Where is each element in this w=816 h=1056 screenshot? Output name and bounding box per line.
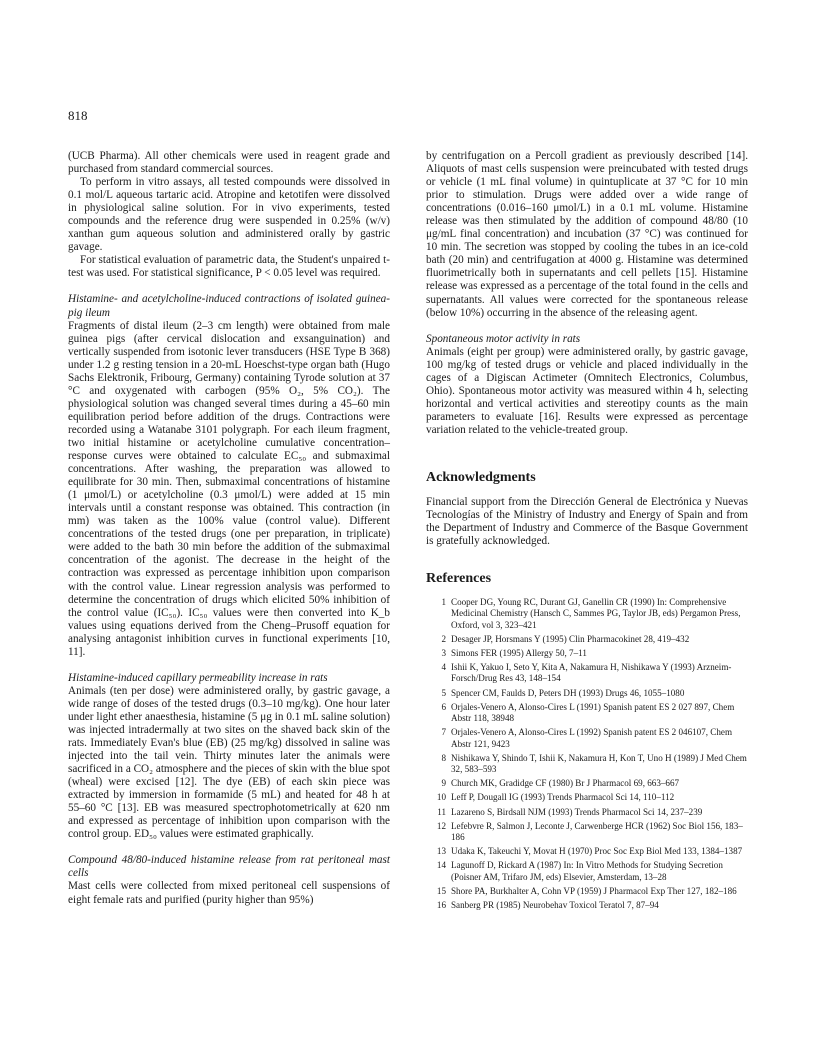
left-column [68,150,390,907]
paragraph: Animals (eight per group) were administered orally, by gastric gavage, 100 mg/kg of tested drugs or vehicle and placed individually in the cages of a Digiscan Actimeter (Omnitech Electronics, Columbus, Ohio). Spontaneous motor activity was measured within 4 h, selecting horizontal and vertical activities and stereotipy counts as the main parameters to evaluate [16]. Results were expressed as percentage variation related to the vehicle-treated group. [426,345,748,436]
reference-number: 9 [441,778,446,789]
reference-number: 10 [436,792,446,803]
section-heading: Spontaneous motor activity in rats [426,332,581,345]
section-heading: Compound 48/80-induced histamine release from rat peritoneal mast cells [68,854,390,880]
paragraph: (UCB Pharma). All other chemicals were used in reagent grade and purchased from standard commercial sources. [68,150,390,176]
reference-number: 14 [436,860,446,871]
reference-item [426,597,748,631]
reference-item [426,846,748,857]
reference-item [426,648,748,659]
reference-item [426,900,748,911]
page-number: 818 [68,108,88,123]
reference-text: Simons FER (1995) Allergy 50, 7–11 [451,648,587,659]
reference-text: Sanberg PR (1985) Neurobehav Toxicol Teratol 7, 87–94 [451,899,659,910]
reference-item [426,688,748,699]
paragraph: Mast cells were collected from mixed peritoneal cell suspensions of eight female rats and purified (purity higher than 95%) [68,880,390,906]
reference-item [426,886,748,897]
reference-text: Cooper DG, Young RC, Durant GJ, Ganellin CR (1990) In: Comprehensive Medicinal Chemistry (Hansch C, Sammes PG, Taylor JB, eds) Pergamon Press, Oxford, vol 3, 323–421 [451,597,741,630]
reference-number: 4 [441,662,446,673]
reference-item [426,792,748,803]
reference-item [426,821,748,843]
acknowledgments-heading: Acknowledgments [426,469,536,485]
reference-number: 1 [441,597,446,608]
reference-item [426,807,748,818]
right-column [426,150,748,914]
acknowledgments-text: Financial support from the Dirección General de Electrónica y Nuevas Tecnologías of the Ministry of Industry and Energy of Spain and from the Department of Industry and Commerce of the Basque Government is gratefully acknowledged. [426,496,748,548]
paragraph: by centrifugation on a Percoll gradient as previously described [14]. Aliquots of mast cells suspension were preincubated with tested drugs or vehicle (1 mL final volume) in quintuplicate at 37 °C for 10 min prior to stimulation. Drugs were added over a wide range of concentrations (0.016–160 μmol/L) in a 0.1 mL volume. Histamine release was then stimulated by the addition of compound 48/80 (10 μg/mL final concentration) and incubation (37 °C) was continued for 10 min. The secretion was stopped by cooling the tubes in an ice-cold bath (20 min) and centrifugation at 4000 g. Histamine was determined fluorimetrically both in supernatants and cell pellets [15]. Histamine release was expressed as a percentage of the total found in the cells and supernatants. All values were corrected for the spontaneous release (below 10%) occurring in the absence of the releasing agent. [426,150,748,319]
section-heading: Histamine- and acetylcholine-induced contractions of isolated guinea-pig ileum [68,293,390,319]
references-heading: References [426,571,492,587]
reference-number: 12 [436,820,446,831]
reference-text: Spencer CM, Faulds D, Peters DH (1993) Drugs 46, 1055–1080 [451,687,685,698]
reference-number: 7 [441,727,446,738]
reference-item [426,634,748,645]
paragraph: Fragments of distal ileum (2–3 cm length) were obtained from male guinea pigs (after cervical dislocation and exsanguination) and vertically suspended from isotonic lever transducers (HSE Type B 368) under 1.2 g resting tension in a 20-mL Hoeschst-type organ bath (Hugo Sachs Elektronik, Fribourg, Germany) containing Tyrode solution at 37 °C and oxygenated with carbogen (95% O₂, 5% CO₂). The physiological solution was changed several times during a 45–60 min equilibration period before addition of the drugs. Contractions were recorded using a Watanabe 3101 polygraph. For each ileum fragment, two initial histamine or acetylcholine cumulative concentration–response curves were obtained to calculate EC₅₀ and submaximal concentrations. After washing, the preparation was allowed to equilibrate for 30 min. Then, submaximal concentrations of histamine (1 μmol/L) or acetylcholine (0.3 μmol/L) were added at 15 min intervals until a constant response was obtained. This contraction (in mm) was taken as the 100% value (control value). Different concentrations of the tested drugs (one per preparation, in triplicate) were added to the bath 30 min before the addition of the submaximal concentration of the agonist. The decrease in the height of the contraction was expressed as percentage inhibition upon comparison with the control value. Linear regression analysis was performed to determine the concentration of drugs which elicited 50% inhibition of the control value (IC₅₀). IC₅₀ values were then converted into K_b values using equations derived from the Cheng–Prusoff equation for analysing antagonist inhibition curves in functional experiments [10, 11]. [68,319,390,658]
reference-item [426,727,748,749]
reference-text: Ishii K, Yakuo I, Seto Y, Kita A, Nakamura H, Nishikawa Y (1993) Arzneim-Forsch/Drug Res 43, 148–154 [451,662,732,684]
reference-text: Church MK, Gradidge CF (1980) Br J Pharmacol 69, 663–667 [451,778,680,789]
reference-item [426,753,748,775]
reference-text: Shore PA, Burkhalter A, Cohn VP (1959) J Pharmacol Exp Ther 127, 182–186 [451,885,737,896]
paragraph: For statistical evaluation of parametric data, the Student's unpaired t-test was used. For statistical significance, P < 0.05 level was required. [68,254,390,280]
reference-number: 16 [436,899,446,910]
reference-list [426,597,748,911]
paragraph: To perform in vitro assays, all tested compounds were dissolved in 0.1 mol/L aqueous tartaric acid. Atropine and ketotifen were dissolved in physiological saline solution. For in vivo experiments, tested compounds and the reference drug were suspended in 0.25% (w/v) xanthan gum aqueous solution and administered orally by gastric gavage. [68,176,390,254]
reference-number: 5 [441,687,446,698]
reference-text: Lazareno S, Birdsall NJM (1993) Trends Pharmacol Sci 14, 237–239 [451,806,703,817]
reference-item [426,860,748,882]
reference-text: Desager JP, Horsmans Y (1995) Clin Pharmacokinet 28, 419–432 [451,633,690,644]
reference-number: 13 [436,846,446,857]
reference-number: 11 [437,806,446,817]
reference-number: 8 [441,752,446,763]
reference-text: Orjales-Venero A, Alonso-Cires L (1992) Spanish patent ES 2 046107, Chem Abstr 121, 9423 [451,727,733,749]
reference-text: Leff P, Dougall IG (1993) Trends Pharmacol Sci 14, 110–112 [451,792,675,803]
paragraph: Animals (ten per dose) were administered orally, by gastric gavage, a wide range of doses of the tested drugs (0.3–10 mg/kg). One hour later under light ether anaesthesia, histamine (5 μg in 0.1 mL saline solution) was injected intradermally at two sites on the shaved back skin of the rats. Immediately Evan's blue (EB) (25 mg/kg) dissolved in saline was injected into the tail vein. Thirty minutes later the animals were sacrificed in a CO₂ atmosphere and the pieces of skin with the blue spot (wheal) were excised [12]. The dye (EB) of each skin piece was extracted by immersion in formamide (5 mL) and heated for 48 h at 55–60 °C [13]. EB was measured spectrophotometrically at 620 nm and expressed as percentage of inhibition upon comparison with the control group. ED₅₀ values were estimated graphically. [68,684,390,841]
section-heading: Histamine-induced capillary permeability increase in rats [68,671,328,684]
reference-text: Lefebvre R, Salmon J, Leconte J, Carwenberge HCR (1962) Soc Biol 156, 183–186 [451,820,743,842]
reference-text: Lagunoff D, Rickard A (1987) In: In Vitro Methods for Studying Secretion (Poisner AM, Trifaro JM, eds) Elsevier, Amsterdam, 13–28 [451,860,723,882]
reference-text: Udaka K, Takeuchi Y, Movat H (1970) Proc Soc Exp Biol Med 133, 1384–1387 [451,846,743,857]
reference-item [426,778,748,789]
reference-text: Orjales-Venero A, Alonso-Cires L (1991) Spanish patent ES 2 027 897, Chem Abstr 118, 38948 [451,701,735,724]
reference-text: Nishikawa Y, Shindo T, Ishii K, Nakamura H, Kon T, Uno H (1989) J Med Chem 32, 583–593 [451,752,747,774]
reference-item [426,662,748,684]
reference-item [426,702,748,724]
reference-number: 3 [441,648,446,659]
reference-number: 2 [441,633,446,644]
reference-number: 6 [441,701,446,712]
reference-number: 15 [436,885,446,896]
